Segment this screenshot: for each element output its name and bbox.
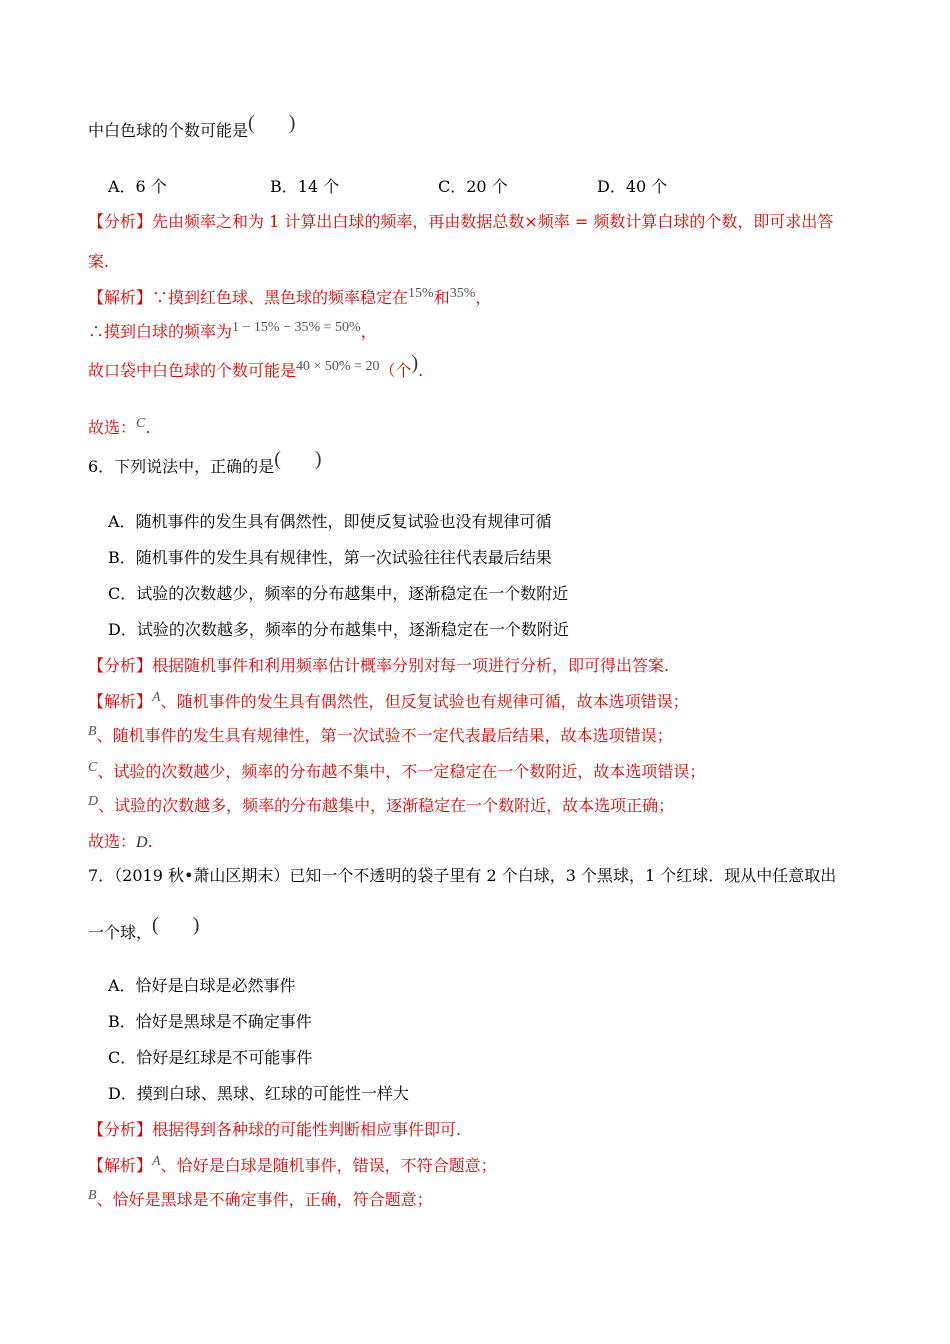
- q6-option-c: C．试验的次数越少，频率的分布越集中，逐渐稳定在一个数附近: [108, 584, 569, 603]
- q5-analysis-line2: 案.: [88, 252, 110, 271]
- q7-stem-line1: 7．（2019 秋•萧山区期末）已知一个不透明的袋子里有 2 个白球，3 个黑球，1 个红球．现从中任意取出: [88, 866, 837, 885]
- q6-option-b: B．随机事件的发生具有规律性，第一次试验往往代表最后结果: [108, 548, 552, 567]
- q6-solution-b: B、随机事件的发生具有规律性，第一次试验不一定代表最后结果，故本选项错误；: [88, 724, 673, 745]
- q5-solution-line3: 故口袋中白色球的个数可能是40 × 50% = 20（个).: [88, 352, 424, 380]
- q6-option-a: A．随机事件的发生具有偶然性，即使反复试验也没有规律可循: [108, 512, 552, 531]
- q6-solution-a: 【解析】A、随机事件的发生具有偶然性，但反复试验也有规律可循，故本选项错误；: [88, 690, 689, 711]
- q7-option-d: D．摸到白球、黑球、红球的可能性一样大: [108, 1084, 409, 1103]
- q7-stem-line2: 一个球，( ): [88, 914, 200, 942]
- q6-analysis: 【分析】根据随机事件和利用频率估计概率分别对每一项进行分析，即可得出答案.: [88, 656, 670, 675]
- q5-option-d: D．40 个: [597, 177, 668, 196]
- q5-solution-line2: ∴摸到白球的频率为1 − 15% − 35% = 50%，: [88, 320, 377, 341]
- q6-solution-d: D、试验的次数越多，频率的分布越集中，逐渐稳定在一个数附近，故本选项正确；: [88, 794, 675, 815]
- q5-option-a: A．6 个: [108, 177, 167, 196]
- q5-option-c: C．20 个: [438, 177, 508, 196]
- q7-analysis: 【分析】根据得到各种球的可能性判断相应事件即可.: [88, 1120, 462, 1139]
- q5-stem-tail: 中白色球的个数可能是( ): [88, 112, 296, 140]
- q6-stem: 6．下列说法中，正确的是( ): [88, 448, 322, 476]
- q6-answer: 故选：D.: [88, 832, 153, 851]
- q7-solution-a: 【解析】A、恰好是白球是随机事件，错误，不符合题意；: [88, 1154, 497, 1175]
- q6-option-d: D．试验的次数越多，频率的分布越集中，逐渐稳定在一个数附近: [108, 620, 569, 639]
- q7-option-a: A．恰好是白球是必然事件: [108, 976, 296, 995]
- q5-option-b: B．14 个: [270, 177, 340, 196]
- q7-solution-b: B、恰好是黑球是不确定事件，正确，符合题意；: [88, 1188, 433, 1209]
- q5-solution-line1: 【解析】∵摸到红色球、黑色球的频率稳定在15%和35%，: [88, 286, 492, 307]
- q6-solution-c: C、试验的次数越少，频率的分布越不集中，不一定稳定在一个数附近，故本选项错误；: [88, 760, 706, 781]
- q5-analysis-line1: 【分析】先由频率之和为 1 计算出白球的频率，再由数据总数×频率 = 频数计算白球的个数，即可求出答: [88, 212, 834, 231]
- q5-answer: 故选：C.: [88, 416, 151, 437]
- q7-option-b: B．恰好是黑球是不确定事件: [108, 1012, 312, 1031]
- q7-option-c: C．恰好是红球是不可能事件: [108, 1048, 313, 1067]
